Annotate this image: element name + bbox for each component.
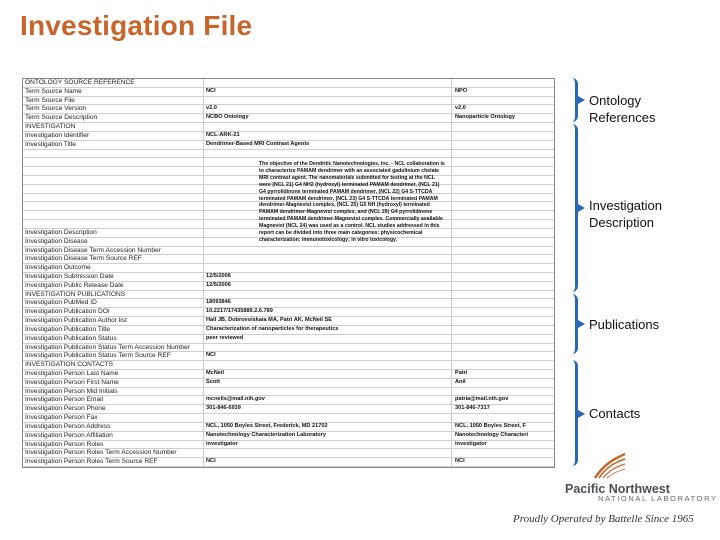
- row-key: Investigation Publication Title: [25, 325, 111, 333]
- publications-label: [589, 316, 659, 333]
- row-value-1: McNeil: [206, 370, 225, 376]
- row-key: Investigation Submission Date: [25, 273, 114, 280]
- label-line: Ontology: [589, 93, 642, 108]
- table-row: [23, 414, 554, 423]
- table-row: [23, 396, 554, 405]
- row-value-2: 301-846-7317: [455, 405, 490, 412]
- table-row: [23, 150, 554, 159]
- table-row: [23, 326, 554, 335]
- table-row: [23, 255, 554, 264]
- row-key: Investigation Person Last Name: [25, 370, 119, 377]
- table-row: [23, 423, 554, 432]
- table-row: [23, 247, 554, 256]
- investigation-description-label: [589, 197, 662, 231]
- row-value-1: Characterization of nanoparticles for therapeutics: [206, 325, 339, 332]
- table-row: [23, 299, 554, 308]
- description-bracket: [565, 124, 578, 292]
- publications-bracket: [565, 294, 578, 354]
- row-key: INVESTIGATION CONTACTS: [25, 361, 114, 369]
- table-row: [23, 361, 554, 370]
- row-key: Investigation Public Release Date: [25, 281, 124, 289]
- row-value-1: NCL, 1050 Boyles Street, Frederick, MD 21702: [206, 422, 328, 429]
- row-key: Investigation Person Phone: [25, 405, 106, 413]
- table-row: [23, 432, 554, 441]
- row-value-1: NCI: [206, 87, 216, 94]
- row-value-2: patria@mail.nih.gov: [455, 396, 509, 403]
- row-value-2: NCI: [455, 458, 465, 465]
- table-row: [23, 88, 554, 97]
- page-title: Investigation File: [20, 10, 253, 41]
- row-value-2: v2.0: [455, 105, 466, 112]
- logo-subtitle: NATIONAL LABORATORY: [598, 494, 718, 503]
- row-value-1: peer reviewed: [206, 334, 244, 341]
- row-key: Investigation Person Roles Term Accession Number: [25, 449, 177, 457]
- table-row: [23, 105, 554, 114]
- row-value-2: NCL, 1050 Boyles Street, F: [455, 422, 526, 429]
- table-row: [23, 335, 554, 344]
- column-separator: [203, 79, 204, 467]
- row-value-1: v2.0: [206, 105, 217, 112]
- table-row: [23, 308, 554, 317]
- column-separator: [451, 79, 452, 467]
- row-value-1: Nanotechnology Characterization Laboratory: [206, 431, 326, 438]
- row-key: INVESTIGATION: [25, 123, 76, 131]
- logo-tagline: Proudly Operated by Battelle Since 1965: [513, 513, 694, 525]
- row-value-1: NCBO Ontology: [206, 114, 249, 121]
- row-value-1: 18093846: [206, 299, 231, 306]
- row-value-1: NCI: [206, 458, 216, 465]
- row-key: Investigation Publication DOI: [25, 308, 110, 316]
- label-line: Description: [589, 215, 655, 230]
- row-key: Investigation Outcome: [25, 264, 91, 272]
- row-value-1: Hall JB, Dobrovolskaia MA, Patri AK, McNeil SE: [206, 317, 332, 324]
- ontology-arrow-icon: [578, 96, 585, 104]
- row-key: Investigation Person Address: [25, 422, 111, 430]
- row-key: Term Source File: [25, 96, 75, 104]
- row-key: Investigation Identifier: [25, 131, 90, 139]
- table-row: [23, 352, 554, 361]
- label-line: References: [589, 110, 656, 125]
- row-key: Investigation Disease: [25, 237, 88, 245]
- table-row: [23, 291, 554, 300]
- table-row: [23, 449, 554, 458]
- ontology-references-label: [589, 92, 655, 126]
- label-line: Investigation: [589, 198, 662, 213]
- contacts-label: [589, 405, 640, 422]
- row-value-2: Nanoparticle Ontology: [455, 114, 515, 121]
- table-row: [23, 282, 554, 291]
- table-row: [23, 141, 554, 150]
- label-line: Publications: [589, 317, 660, 332]
- table-row: [23, 264, 554, 273]
- row-value-1: mcneils@mail.nih.gov: [206, 396, 265, 403]
- row-key: Investigation Person First Name: [25, 378, 119, 386]
- row-value-1: investigator: [206, 440, 238, 447]
- row-key: Investigation Publication Author list: [25, 317, 127, 325]
- row-key: Investigation Publication Status Term Source REF: [25, 352, 171, 360]
- table-row: [23, 123, 554, 132]
- row-key: Investigation Publication Status Term Accession Number: [25, 343, 190, 351]
- row-value-2: Patri: [455, 370, 468, 376]
- label-line: Contacts: [589, 406, 641, 421]
- table-row: [23, 344, 554, 353]
- row-key: ONTOLOGY SOURCE REFERENCE: [25, 79, 135, 86]
- row-key: Investigation Person Roles Term Source REF: [25, 458, 158, 466]
- row-value-1: NCL-ARK-21: [206, 131, 240, 138]
- row-key: Investigation Disease Term Accession Number: [25, 246, 161, 254]
- table-row: [23, 388, 554, 397]
- table-row: [23, 273, 554, 282]
- investigation-description-text: The objective of the Dendritic Nanotechnologies, Inc. - NCL collaboration is to characterize PAMAM dendrimer with an associated gadolinium chelate MRI contrast agent. The nanomaterials submitted for testing at the NCL were (NCL 21) G4 NH2 (hydroxyl) terminated PAMAM dendrimer, (NCL 21) G4 pyrrolidinone terminated PAMAM dendrimer, (NCL 22) G4 S-TTCDA terminated PAMAM dendrimer, (NCL 23) G4 S-TTCDA terminated PAMAM dendrimer-Magnevist complex, (NCL 25) G5 NH (hydroxyl) terminated PAMAM dendrimer-Magnevist complex, and (NCL 26) G4 pyrrolidinone terminated PAMAM dendrimer-Magnevist complex. Commercially available Magnevist (NCL 24) was used as a control. NCL studies addressed in this report can be divided into three main categories: physicochemical characterization; immunotoxicology; in vitro toxicology.: [259, 161, 445, 243]
- row-key: Investigation Description: [25, 228, 97, 236]
- row-value-1: 301-846-6939: [206, 405, 241, 412]
- row-key: INVESTIGATION PUBLICATIONS: [25, 290, 126, 298]
- row-key: Investigation Person Fax: [25, 414, 98, 422]
- table-row: [23, 317, 554, 326]
- table-row: [23, 132, 554, 141]
- contacts-arrow-icon: [578, 410, 585, 418]
- pnnl-logo-icon: [593, 452, 627, 480]
- table-row: [23, 370, 554, 379]
- row-value-2: NPO: [455, 87, 468, 94]
- row-value-1: 12/5/2006: [206, 273, 231, 279]
- row-key: Term Source Description: [25, 114, 98, 122]
- table-row: [23, 114, 554, 123]
- row-value-2: Nanotechnology Characteri: [455, 431, 529, 438]
- row-key: Term Source Version: [25, 105, 87, 113]
- row-value-1: Scott: [206, 378, 220, 385]
- investigation-spreadsheet: [22, 78, 555, 468]
- row-key: Term Source Name: [25, 87, 82, 95]
- table-row: [23, 458, 554, 467]
- description-arrow-icon: [578, 204, 585, 212]
- table-row: [23, 379, 554, 388]
- row-value-1: NCI: [206, 352, 216, 359]
- table-row: [23, 97, 554, 106]
- row-key: Investigation Publication Status: [25, 334, 117, 342]
- contacts-bracket: [565, 360, 578, 466]
- row-key: Investigation Person Email: [25, 396, 104, 404]
- row-value-1: 10.2217/17435889.2.6.789: [206, 308, 273, 315]
- publications-arrow-icon: [578, 320, 585, 328]
- row-value-2: investigator: [455, 440, 487, 447]
- row-key: Investigation PubMed ID: [25, 299, 97, 307]
- row-value-2: Anil: [455, 378, 466, 385]
- row-value-1: 12/5/2006: [206, 281, 231, 288]
- row-key: Investigation Title: [25, 140, 76, 148]
- row-key: Investigation Person Roles: [25, 440, 104, 448]
- ontology-bracket: [565, 78, 578, 122]
- table-row: [23, 405, 554, 414]
- row-value-1: Dendrimer-Based MRI Contrast Agents: [206, 140, 310, 147]
- row-key: Investigation Person Mid Initials: [25, 387, 118, 395]
- logo-name: Pacific Northwest: [565, 482, 670, 496]
- row-key: Investigation Person Affiliation: [25, 431, 113, 439]
- table-row: [23, 441, 554, 450]
- table-row: [23, 79, 554, 88]
- row-key: Investigation Disease Term Source REF: [25, 255, 142, 263]
